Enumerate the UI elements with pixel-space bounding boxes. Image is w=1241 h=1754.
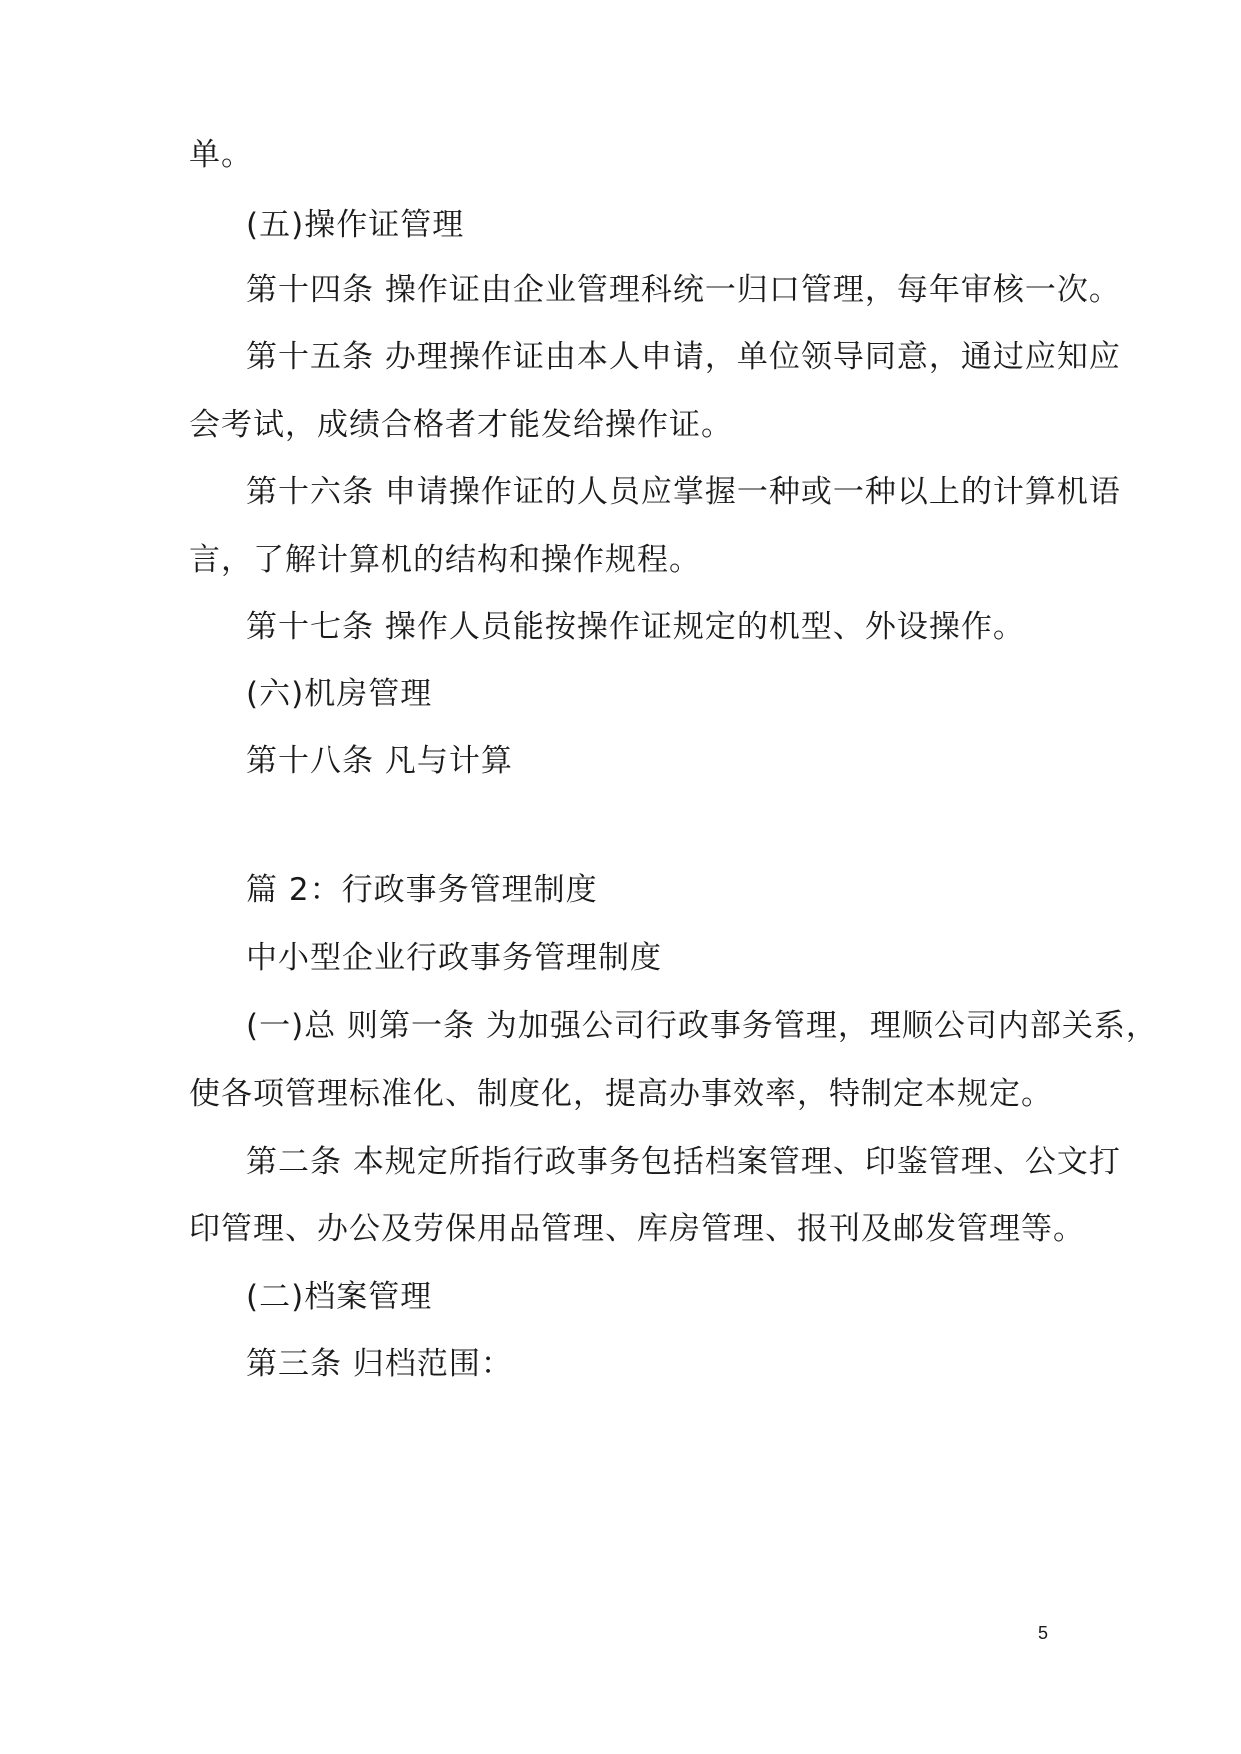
text-line: (一)总 则第一条 为加强公司行政事务管理，理顺公司内部关系， (246, 1008, 1158, 1044)
chapter-title: 篇 2：行政事务管理制度 (246, 872, 598, 908)
text-line: 使各项管理标准化、制度化，提高办事效率，特制定本规定。 (189, 1076, 1053, 1112)
text-line: 第十七条 操作人员能按操作证规定的机型、外设操作。 (246, 609, 1025, 645)
section-heading: (五)操作证管理 (246, 207, 465, 243)
text-line: 第三条 归档范围： (246, 1346, 513, 1382)
page-number: 5 (1038, 1623, 1049, 1643)
text-line: 印管理、办公及劳保用品管理、库房管理、报刊及邮发管理等。 (189, 1211, 1085, 1247)
text-line: 第十八条 凡与计算 (246, 743, 513, 779)
text-line: 单。 (189, 137, 253, 173)
text-line: 言，了解计算机的结构和操作规程。 (189, 542, 701, 578)
text-line: 第十五条 办理操作证由本人申请，单位领导同意，通过应知应 (246, 339, 1121, 375)
text-line: 第十四条 操作证由企业管理科统一归口管理，每年审核一次。 (246, 272, 1121, 308)
text-line: 会考试，成绩合格者才能发给操作证。 (189, 407, 733, 443)
text-line: 第十六条 申请操作证的人员应掌握一种或一种以上的计算机语 (246, 474, 1121, 510)
document-title: 中小型企业行政事务管理制度 (246, 940, 662, 976)
text-line: 第二条 本规定所指行政事务包括档案管理、印鉴管理、公文打 (246, 1144, 1121, 1180)
section-heading: (六)机房管理 (246, 676, 433, 712)
section-heading: (二)档案管理 (246, 1279, 433, 1315)
